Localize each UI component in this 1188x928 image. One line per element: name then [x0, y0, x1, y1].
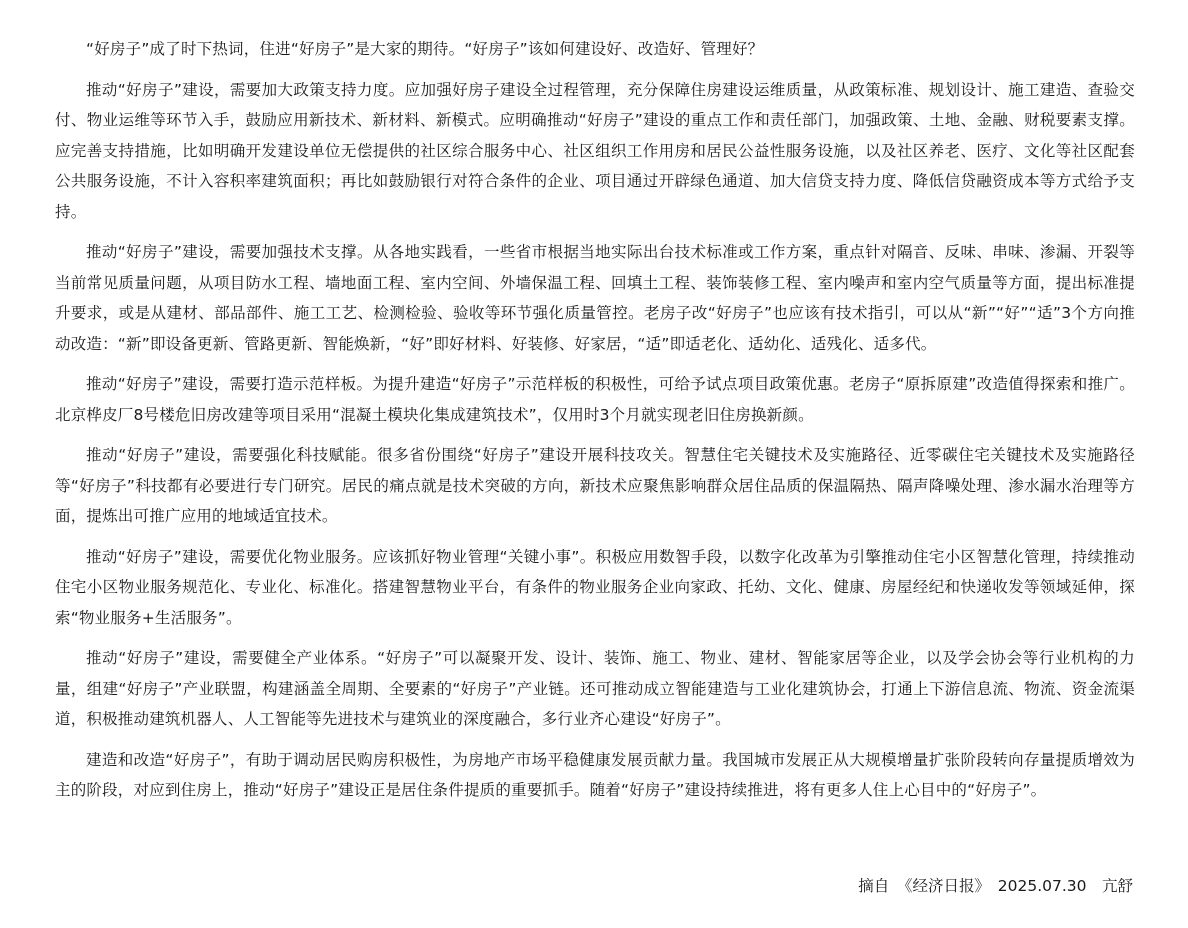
paragraph-conclusion: 建造和改造“好房子”，有助于调动居民购房积极性，为房地产市场平稳健康发展贡献力量。我国城市发展正从大规模增量扩张阶段转向存量提质增效为主的阶段，对应到住房上，推动“好房子”建设正是居住条件提质的重要抓手。随着“好房子”建设持续推进，将有更多人住上心目中的“好房子”。: [55, 750, 1135, 799]
paragraph-demonstration: 推动“好房子”建设，需要打造示范样板。为提升建造“好房子”示范样板的积极性，可给予试点项目政策优惠。老房子“原拆原建”改造值得探索和推广。北京桦皮厂8号楼危旧房改建等项目采用“混凝土模块化集成建筑技术”，仅用时3个月就实现老旧住房换新颜。: [55, 375, 1135, 424]
article-body: [55, 34, 1135, 816]
article-source: 摘自 《经济日报》 2025.07.30 亢舒: [858, 877, 1133, 895]
paragraph-technical-support: 推动“好房子”建设，需要加强技术支撑。从各地实践看，一些省市根据当地实际出台技术标准或工作方案，重点针对隔音、反味、串味、渗漏、开裂等当前常见质量问题，从项目防水工程、墙地面工程、室内空间、外墙保温工程、回填土工程、装饰装修工程、室内噪声和室内空气质量等方面，提出标准提升要求，或是从建材、部品部件、施工工艺、检测检验、验收等环节强化质量管控。老房子改“好房子”也应该有技术指引，可以从“新”“好”“适”3个方向推动改造：“新”即设备更新、管路更新、智能焕新，“好”即好材料、好装修、好家居，“适”即适老化、适幼化、适残化、适多代。: [55, 243, 1135, 353]
paragraph-intro: “好房子”成了时下热词，住进“好房子”是大家的期待。“好房子”该如何建设好、改造好、管理好？: [86, 40, 764, 58]
paragraph-industry-system: 推动“好房子”建设，需要健全产业体系。“好房子”可以凝聚开发、设计、装饰、施工、物业、建材、智能家居等企业，以及学会协会等行业机构的力量，组建“好房子”产业联盟，构建涵盖全周期、全要素的“好房子”产业链。还可推动成立智能建造与工业化建筑协会，打通上下游信息流、物流、资金流渠道，积极推动建筑机器人、人工智能等先进技术与建筑业的深度融合，多行业齐心建设“好房子”。: [55, 649, 1135, 728]
paragraph-technology-empowerment: 推动“好房子”建设，需要强化科技赋能。很多省份围绕“好房子”建设开展科技攻关。智慧住宅关键技术及实施路径、近零碳住宅关键技术及实施路径等“好房子”科技都有必要进行专门研究。居民的痛点就是技术突破的方向，新技术应聚焦影响群众居住品质的保温隔热、隔声降噪处理、渗水漏水治理等方面，提炼出可推广应用的地域适宜技术。: [55, 446, 1135, 525]
paragraph-property-service: 推动“好房子”建设，需要优化物业服务。应该抓好物业管理“关键小事”。积极应用数智手段，以数字化改革为引擎推动住宅小区智慧化管理，持续推动住宅小区物业服务规范化、专业化、标准化。搭建智慧物业平台，有条件的物业服务企业向家政、托幼、文化、健康、房屋经纪和快递收发等领域延伸，探索“物业服务+生活服务”。: [55, 547, 1135, 627]
paragraph-policy-support: 推动“好房子”建设，需要加大政策支持力度。应加强好房子建设全过程管理，充分保障住房建设运维质量，从政策标准、规划设计、施工建造、查验交付、物业运维等环节入手，鼓励应用新技术、新材料、新模式。应明确推动“好房子”建设的重点工作和责任部门，加强政策、土地、金融、财税要素支撑。应完善支持措施，比如明确开发建设单位无偿提供的社区综合服务中心、社区组织工作用房和居民公益性服务设施，以及社区养老、医疗、文化等社区配套公共服务设施，不计入容积率建筑面积；再比如鼓励银行对符合条件的企业、项目通过开辟绿色通道、加大信贷支持力度、降低信贷融资成本等方式给予支持。: [55, 80, 1135, 221]
